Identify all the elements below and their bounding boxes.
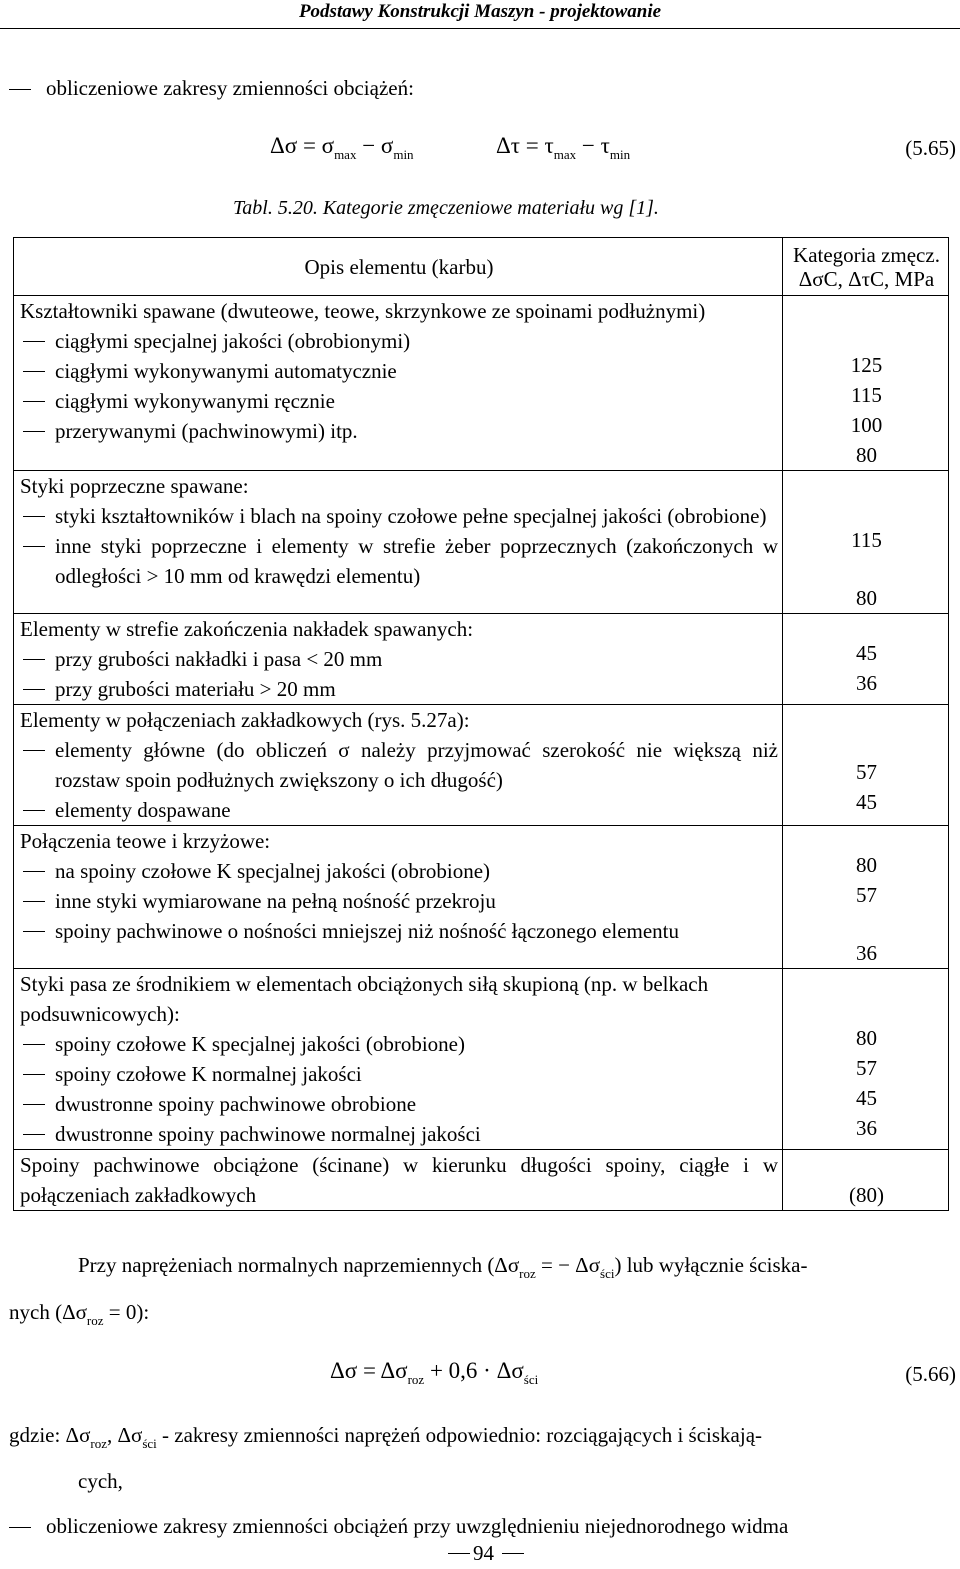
- item-text: dwustronne spoiny pachwinowe obrobione: [55, 1092, 417, 1116]
- eq-sub: roz: [407, 1372, 425, 1387]
- dash-bullet: [9, 1527, 31, 1528]
- list-item: [20, 856, 778, 886]
- eq-text: Δσ = σ: [270, 133, 335, 158]
- gdzie-text: gdzie: Δσ: [9, 1423, 91, 1447]
- list-item: [20, 356, 778, 386]
- value-cell: [783, 1150, 949, 1211]
- equation-number-5-65: (5.65): [905, 136, 956, 160]
- category-value: 57: [856, 1056, 877, 1080]
- list-item: [20, 644, 778, 674]
- table-row: [14, 969, 949, 1150]
- category-value: 125: [850, 353, 883, 377]
- dash-bullet: [23, 1104, 45, 1105]
- group-title: Elementy w strefie zakończenia nakładek spawanych:: [20, 617, 474, 641]
- table-row: [14, 705, 949, 826]
- last-bullet-text: obliczeniowe zakresy zmienności obciążeń przy uwzględnieniu niejednorodnego widma: [46, 1514, 789, 1538]
- group-title: Spoiny pachwinowe obciążone (ścinane) w kierunku długości spoiny, ciągłe i w połączeniach zakładkowych: [20, 1153, 778, 1207]
- category-value: 80: [856, 853, 877, 877]
- list-item: [20, 531, 778, 591]
- group-title: Styki poprzeczne spawane:: [20, 474, 249, 498]
- category-value: 36: [856, 671, 877, 695]
- group-cell: [14, 705, 783, 826]
- table-header-row: [14, 238, 949, 296]
- table-row: [14, 471, 949, 614]
- item-text: ciągłymi wykonywanymi automatycznie: [55, 359, 397, 383]
- category-value: 36: [856, 1116, 877, 1140]
- dash-bullet: [23, 810, 45, 811]
- group-title: Styki pasa ze środnikiem w elementach obciążonych siłą skupioną (np. w belkach podsuwnicowych):: [20, 972, 709, 1026]
- col-header-line2: ΔσC, ΔτC, MPa: [798, 266, 935, 291]
- value-cell: [783, 705, 949, 826]
- para-text: Przy naprężeniach normalnych naprzemiennych (Δσ: [78, 1253, 520, 1277]
- table-row: [14, 296, 949, 471]
- dash-bullet: [23, 401, 45, 402]
- eq-sub: max: [553, 147, 577, 162]
- dash-bullet: [23, 1044, 45, 1045]
- page-number: 94: [473, 1541, 494, 1565]
- group-cell: [14, 614, 783, 705]
- last-bullet: [9, 1514, 788, 1539]
- item-text: elementy główne (do obliczeń σ należy przyjmować szerokość nie większą niż rozstaw spoin podłużnych zwiększony o ich długość): [55, 738, 778, 792]
- item-text: przerywanymi (pachwinowymi) itp.: [55, 419, 358, 443]
- equation-5-66: [330, 1358, 539, 1387]
- para-sub: ści: [600, 1266, 615, 1281]
- value-cell: [783, 826, 949, 969]
- dash-bullet: [23, 689, 45, 690]
- gdzie-text: , Δσ: [107, 1423, 143, 1447]
- table-row: [14, 1150, 949, 1211]
- dash-bullet: [23, 871, 45, 872]
- item-text: przy grubości materiału > 20 mm: [55, 677, 336, 701]
- category-value: 36: [856, 941, 877, 965]
- dash-bullet: [23, 901, 45, 902]
- page-number-dash-right: [502, 1553, 524, 1554]
- eq-sub: ści: [523, 1372, 539, 1387]
- dash-bullet: [23, 546, 45, 547]
- dash-bullet: [23, 516, 45, 517]
- item-text: spoiny czołowe K specjalnej jakości (obrobione): [55, 1032, 465, 1056]
- list-item: [20, 1029, 778, 1059]
- category-value: 45: [856, 641, 877, 665]
- item-text: inne styki wymiarowane na pełną nośność przekroju: [55, 889, 496, 913]
- para-text: = 0):: [103, 1300, 150, 1324]
- category-value: 45: [856, 1086, 877, 1110]
- gdzie-sub: ści: [142, 1436, 157, 1451]
- category-value: 100: [850, 413, 883, 437]
- item-text: spoiny czołowe K normalnej jakości: [55, 1062, 362, 1086]
- running-header: Podstawy Konstrukcji Maszyn - projektowanie: [298, 1, 662, 22]
- list-item: [20, 886, 778, 916]
- list-item: [20, 326, 778, 356]
- item-text: ciągłymi specjalnej jakości (obrobionymi): [55, 329, 411, 353]
- col-header-description: Opis elementu (karbu): [14, 238, 783, 296]
- dash-bullet: [23, 931, 45, 932]
- eq-text: + 0,6 · Δσ: [424, 1358, 524, 1383]
- gdzie-text: - zakresy zmienności naprężeń odpowiednio: rozciągających i ściskają-: [156, 1423, 763, 1447]
- category-value: (80): [849, 1183, 884, 1207]
- fatigue-category-table: [13, 237, 949, 1211]
- col-header-category: [783, 238, 949, 296]
- eq-text: − σ: [356, 133, 394, 158]
- col-header-line1: Kategoria zmęcz.: [793, 242, 940, 267]
- equation-number-5-66: (5.66): [905, 1362, 956, 1386]
- para-text: nych (Δσ: [9, 1300, 87, 1324]
- equation-5-65-a: [270, 133, 414, 162]
- category-value: 57: [856, 883, 877, 907]
- category-value: 115: [851, 528, 882, 552]
- intro-text: obliczeniowe zakresy zmienności obciążeń:: [46, 76, 414, 100]
- group-title: Połączenia teowe i krzyżowe:: [20, 829, 271, 853]
- gdzie-line-2: cych,: [78, 1469, 123, 1493]
- page-number-dash-left: [448, 1553, 470, 1554]
- value-cell: [783, 471, 949, 614]
- para-text: ) lub wyłącznie ściska-: [614, 1253, 808, 1277]
- value-cell: [783, 296, 949, 471]
- category-value: 115: [851, 383, 882, 407]
- table-row: [14, 826, 949, 969]
- group-cell: [14, 969, 783, 1150]
- group-title: Elementy w połączeniach zakładkowych (rys. 5.27a):: [20, 708, 470, 732]
- category-value: 45: [856, 790, 877, 814]
- dash-bullet: [23, 1134, 45, 1135]
- eq-text: − τ: [576, 133, 610, 158]
- list-item: [20, 735, 778, 795]
- table-caption: Tabl. 5.20. Kategorie zmęczeniowe materiału wg [1].: [233, 197, 659, 219]
- list-item: [20, 795, 778, 825]
- intro-bullet: [9, 76, 414, 101]
- gdzie-sub: roz: [90, 1436, 107, 1451]
- group-title: Kształtowniki spawane (dwuteowe, teowe, skrzynkowe ze spoinami podłużnymi): [20, 299, 706, 323]
- eq-sub: min: [393, 147, 414, 162]
- value-cell: [783, 614, 949, 705]
- eq-sub: max: [334, 147, 357, 162]
- group-cell: [14, 471, 783, 614]
- para-sub: roz: [86, 1313, 104, 1328]
- item-text: elementy dospawane: [55, 798, 231, 822]
- item-text: inne styki poprzeczne i elementy w strefie żeber poprzecznych (zakończonych w odległości > 10 mm od krawędzi elementu): [55, 534, 778, 588]
- list-item: [20, 1059, 778, 1089]
- dash-bullet: [23, 1074, 45, 1075]
- header-rule: [0, 28, 960, 29]
- table-row: [14, 614, 949, 705]
- category-value: 80: [856, 586, 877, 610]
- eq-sub: min: [609, 147, 631, 162]
- paragraph-line-2: [9, 1300, 150, 1328]
- paragraph-line-1: [78, 1253, 808, 1281]
- list-item: [20, 916, 778, 946]
- item-text: przy grubości nakładki i pasa < 20 mm: [55, 647, 383, 671]
- dash-bullet: [23, 371, 45, 372]
- list-item: [20, 674, 778, 704]
- value-cell: [783, 969, 949, 1150]
- list-item: [20, 1119, 778, 1149]
- category-value: 57: [856, 760, 877, 784]
- list-item: [20, 386, 778, 416]
- list-item: [20, 416, 778, 446]
- equation-5-65-b: [496, 133, 631, 162]
- dash-bullet: [23, 431, 45, 432]
- item-text: spoiny pachwinowe o nośności mniejszej niż nośność łączonego elementu: [55, 919, 680, 943]
- eq-text: Δτ = τ: [496, 133, 554, 158]
- group-cell: [14, 826, 783, 969]
- gdzie-line-1: [9, 1423, 763, 1451]
- list-item: [20, 1089, 778, 1119]
- category-value: 80: [856, 1026, 877, 1050]
- eq-text: Δσ = Δσ: [330, 1358, 408, 1383]
- dash-bullet: [23, 659, 45, 660]
- dash-bullet: [9, 89, 31, 90]
- dash-bullet: [23, 750, 45, 751]
- para-text: = − Δσ: [535, 1253, 601, 1277]
- dash-bullet: [23, 341, 45, 342]
- list-item: [20, 501, 778, 531]
- group-cell: [14, 296, 783, 471]
- group-cell: [14, 1150, 783, 1211]
- item-text: na spoiny czołowe K specjalnej jakości (obrobione): [55, 859, 491, 883]
- item-text: ciągłymi wykonywanymi ręcznie: [55, 389, 335, 413]
- item-text: dwustronne spoiny pachwinowe normalnej jakości: [55, 1122, 481, 1146]
- category-value: 80: [856, 443, 877, 467]
- item-text: styki kształtowników i blach na spoiny czołowe pełne specjalnej jakości (obrobione): [55, 504, 767, 528]
- para-sub: roz: [519, 1266, 536, 1281]
